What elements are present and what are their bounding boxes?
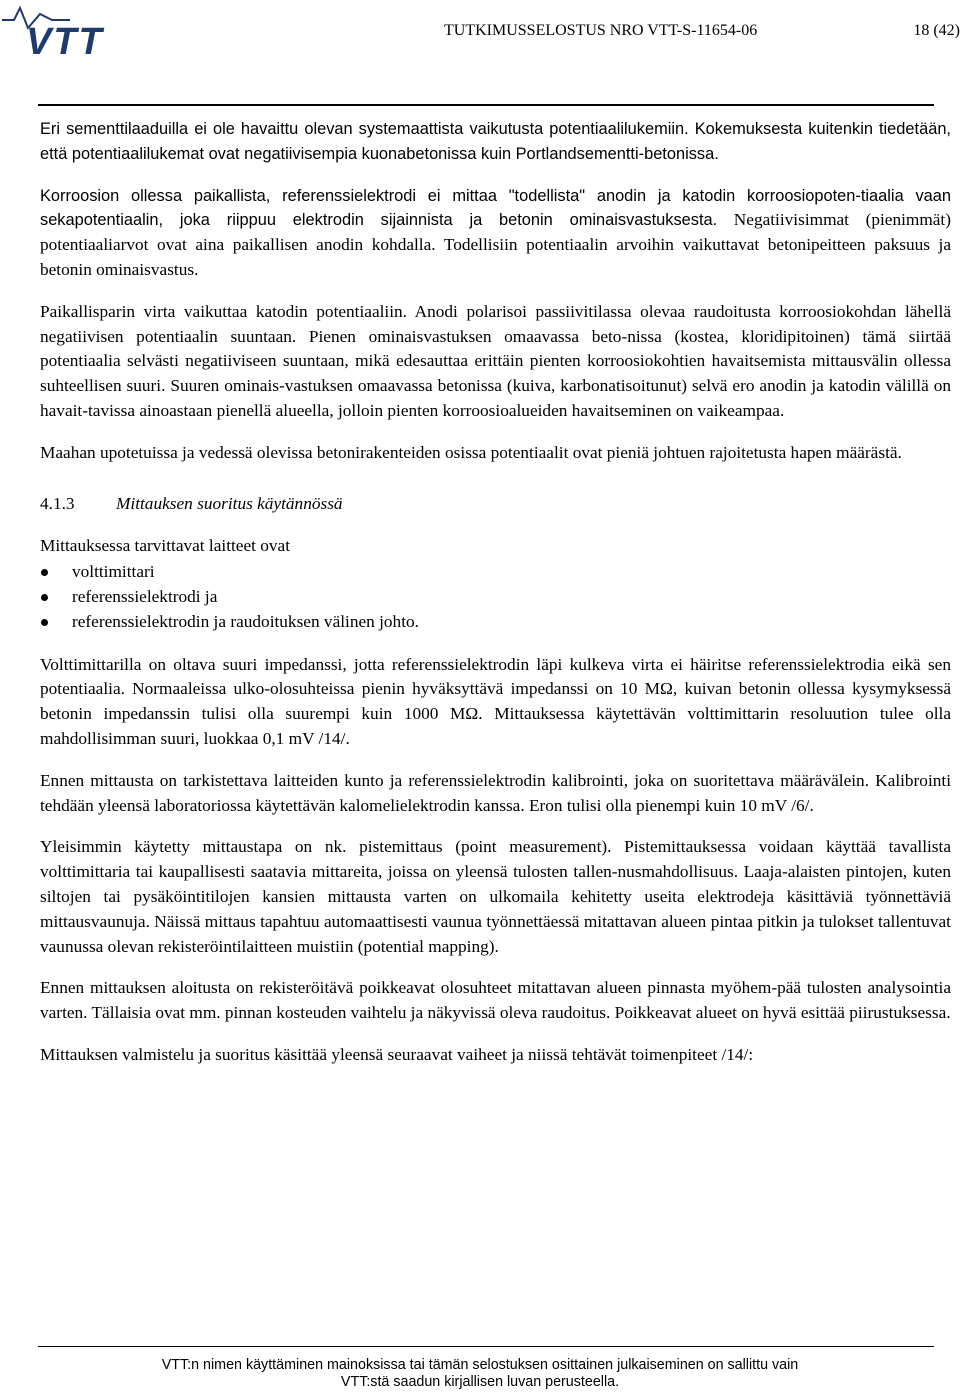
section-heading — [40, 492, 951, 517]
paragraph-9: Mittauksen valmistelu ja suoritus käsittää yleensä seuraavat vaiheet ja niissä tehtävät toimenpiteet /14/: — [40, 1044, 754, 1064]
header-rule — [38, 104, 934, 106]
paragraph-7: Yleisimmin käytetty mittaustapa on nk. pistemittaus (point measurement). Pistemittauksessa voidaan käyttää tavallista volttimittaria tai kaupallisesti saatavia mittareita, joissa on yleensä tulosten tallen-nusmahdollisuus. Laaja-alaisten pintojen, kuten siltojen tai pysäköintitilojen kansien mittausta varten on ulkomaila kehitetty useita elektrodeja käsittäviä työnnettäviä mittausvaunuja. Näissä mittaus tapahtuu automaattisesti vaunua työnnettäessä mitattavan alueen pintaa pitkin ja tulokset tallentuvat vaunussa olevan rekisteröintilaitteen muistiin (potential mapping). — [40, 837, 951, 956]
vtt-logo — [0, 0, 150, 70]
paragraph-3: Paikallisparin virta vaikuttaa katodin potentiaaliin. Anodi polarisoi passiivitilassa olevaa raudoitusta korroosiokohdan lähellä negatiivisen potentiaalin suuntaan. Pienen ominaisvastuksen omaavassa beto-nissa (kostea, kloridipitoinen) tämä siirtää potentiaalia selvästi negatiiviseen suuntaan, mikä edesauttaa erittäin pienten korroosiokohtien havaitsemista mittausvälin ollessa suhteellisen suuri. Suuren ominais-vastuksen omaavassa betonissa (kuiva, karbonatisoitunut) selvä ero anodin ja katodin välillä on havait-tavissa ainoastaan pienellä alueella, jolloin pienten korroosioalueiden havaitseminen on vaikeampaa. — [40, 301, 951, 420]
page-number: 18 (42) — [913, 22, 960, 39]
document-body — [40, 117, 951, 1085]
page-footer — [40, 1357, 920, 1391]
section-number: 4.1.3 — [40, 493, 75, 513]
paragraph-2-serif-part: Negatiivisimmat (pienimmät) potentiaaliarvot ovat aina paikallisen anodin kohdalla. Todellisiin potentiaalin arvoihin vaikuttavat betonipeitteen paksuus ja betonin ominaisvastus. — [40, 210, 951, 279]
paragraph-5: Volttimittarilla on oltava suuri impedanssi, jotta referenssielektrodin läpi kulkeva virta ei häiritse referenssielektrodia eikä sen potentiaalia. Normaaleissa ulko-olosuhteissa pienin hyväksyttävä impedanssi on 10 MΩ, kuivan betonin ollessa kysymyksessä betonin impedanssin tulisi olla suurempi kuin 1000 MΩ. Mittauksessa käytettävän volttimittarin resoluution tulee olla mahdollisimman suuri, luokkaa 0,1 mV /14/. — [40, 654, 951, 748]
list-intro: Mittauksessa tarvittavat laitteet ovat — [40, 536, 291, 556]
paragraph-1: Eri sementtilaaduilla ei ole havaittu olevan systemaattista vaikutusta potentiaalilukemiin. Kokemuksesta kuitenkin tiedetään, että potentiaalilukemat ovat negatiivisempia kuonabetonissa kuin Portlandsementti-betonissa. — [40, 120, 951, 163]
footer-line-2: VTT:stä saadun kirjallisen luvan perusteella. — [340, 1374, 620, 1390]
equipment-list — [40, 560, 951, 634]
paragraph-4: Maahan upotetuissa ja vedessä olevissa betonirakenteiden osissa potentiaalit ovat pieniä johtuen rajoitetusta hapen määrästä. — [40, 442, 902, 462]
paragraph-2-sans-part: Korroosion ollessa paikallista, referenssielektrodi ei mittaa "todellista" anodin ja katodin korroosiopoten-tiaalia vaan sekapotentiaalin, joka riippuu elektrodin sijainnista ja betonin ominaisvastuksesta. — [40, 186, 951, 230]
list-item: referenssielektrodi ja — [40, 585, 951, 610]
paragraph-6: Ennen mittausta on tarkistettava laitteiden kunto ja referenssielektrodin kalibrointi, joka on suoritettava määrävälein. Kalibrointi tehdään yleensä laboratoriossa käytettävän kalomelielektrodin kanssa. Eron tulisi olla pienempi kuin 10 mV /6/. — [40, 770, 951, 815]
footer-rule — [38, 1346, 934, 1347]
list-item: volttimittari — [40, 560, 951, 585]
report-title: TUTKIMUSSELOSTUS NRO VTT-S-11654-06 — [444, 22, 758, 39]
paragraph-2 — [40, 184, 951, 283]
footer-line-1: VTT:n nimen käyttäminen mainoksissa tai tämän selostuksen osittainen julkaiseminen on sallittu vain — [161, 1357, 799, 1373]
logo-text: VTT — [26, 21, 104, 63]
list-item: referenssielektrodin ja raudoituksen välinen johto. — [40, 610, 951, 635]
section-title: Mittauksen suoritus käytännössä — [116, 493, 343, 513]
paragraph-8: Ennen mittauksen aloitusta on rekisteröitävä poikkeavat olosuhteet mitattavan alueen pinnasta myöhem-pää tulosten analysointia varten. Tällaisia ovat mm. pinnan kosteuden vaihtelu ja näkyvissä oleva raudoitus. Poikkeavat alueet on hyvä esittää piirustuksessa. — [40, 978, 951, 1023]
